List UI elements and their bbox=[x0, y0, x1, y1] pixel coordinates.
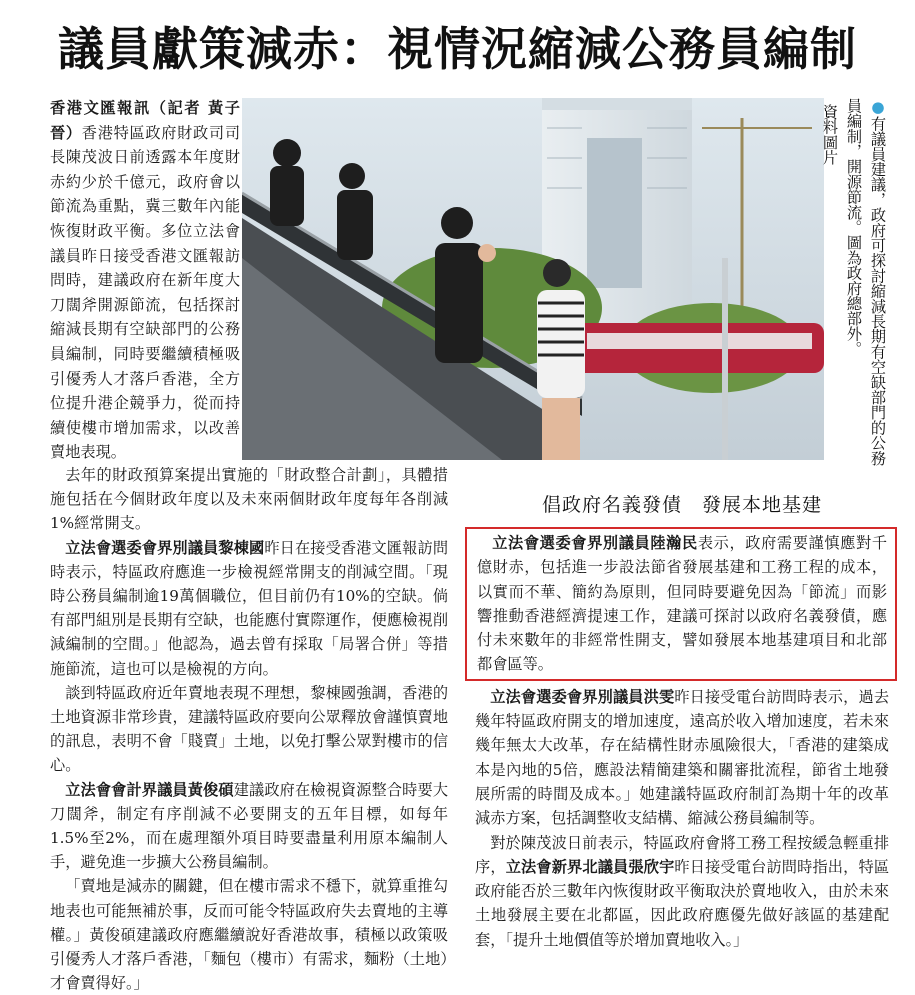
paragraph bbox=[475, 685, 889, 831]
highlight-box bbox=[465, 527, 897, 681]
intro-paragraph bbox=[50, 96, 240, 465]
subheading: 倡政府名義發債 發展本地基建 bbox=[541, 494, 822, 516]
intro-text: 香港特區政府財政司司長陳茂波日前透露本年度財赤約少於千億元，政府會以節流為重點，冀三數年內能恢復財政平衡。多位立法會議員昨日接受香港文匯報訪問時，建議政府在新年度大刀闊斧開源節流，包括探討縮減長期有空缺部門的公務員編制，同時要繼續積極吸引優秀人才落戶香港，全方位提升港企競爭力，從而持續使樓市增加需求，以改善賣地表現。 bbox=[50, 123, 241, 462]
paragraph bbox=[50, 463, 448, 536]
intro-column bbox=[50, 96, 240, 465]
photo-credit: 資料圖片 bbox=[821, 104, 839, 165]
paragraph bbox=[50, 536, 448, 681]
speaker-name: 立法會新界北議員張欣宇 bbox=[505, 857, 675, 876]
photo-government-hq-escalator bbox=[242, 98, 824, 460]
paragraph-text: 昨日接受電台訪問時表示，過去幾年特區政府開支的增加速度，遠高於收入增加速度，若未來幾年無太大改革，存在結構性財赤風險很大，「香港的建築成本是內地的5倍，應設法精簡建築和關審批流程，節省土地發展所需的時間及成本。」她建議特區政府制訂為期十年的改革減赤方案，包括調整收支結構、縮減公務員編制等。 bbox=[475, 687, 890, 828]
paragraph bbox=[50, 681, 448, 778]
photo-illustration bbox=[242, 98, 824, 460]
paragraph-text: 「賣地是減赤的關鍵，但在樓市需求不穩下，就算重推勾地表也可能無補於事，反而可能令特區政府失去賣地的主導權。」黃俊碩建議政府應繼續說好香港故事，積極以政策吸引優秀人才落戶香港，「麵包（樓市）有需求，麵粉（土地）才會賣得好。」 bbox=[50, 877, 448, 993]
paragraph-text: 建議政府在檢視資源整合時要大刀闊斧，制定有序削減不必要開支的五年目標，如每年1.5%至2%，而在處理額外項目時要盡量利用原本編制人手，避免進一步擴大公務員編制。 bbox=[50, 780, 449, 872]
headline: 議員獻策減赤：視情況縮減公務員編制 bbox=[58, 22, 857, 76]
caption-bullet-icon: ● bbox=[869, 98, 887, 116]
caption-text: 有議員建議，政府可探討縮減長期有空缺部門的公務員編制，開源節流。圖為政府總部外。 bbox=[845, 98, 887, 466]
byline: 香港文匯報訊（記者 黃子晉） bbox=[50, 99, 240, 142]
photo-caption bbox=[821, 98, 890, 468]
paragraph bbox=[50, 778, 448, 875]
paragraph-text: 昨日接受電台訪問時指出，特區政府能否於三數年內恢復財政平衡取決於賣地收入，由於未來土地發展主要在北都區，因此政府應優先做好該區的基建配套，「提升土地價值等於增加賣地收入。」 bbox=[475, 857, 890, 949]
speaker-name: 立法會選委會界別議員洪雯 bbox=[490, 687, 675, 706]
speaker-name: 立法會選委會界別議員黎棟國 bbox=[65, 538, 265, 557]
left-column bbox=[50, 463, 448, 995]
paragraph-text: 談到特區政府近年賣地表現不理想，黎棟國強調，香港的土地資源非常珍貴，建議特區政府要向公眾釋放會謹慎賣地的訊息，表明不會「賤賣」土地，以免打擊公眾對樓市的信心。 bbox=[50, 683, 448, 775]
paragraph bbox=[50, 874, 448, 995]
right-column bbox=[475, 527, 889, 952]
paragraph-text: 表示，政府需要謹慎應對千億財赤，包括進一步設法節省發展基建和工務工程的成本，以實而不華、簡約為原則，但同時要避免因為「節流」而影響推動香港經濟提速工作，建議可探討以政府名義發債，應付未來數年的非經常性開支，譬如發展本地基建項目和北部都會區等。 bbox=[477, 534, 888, 674]
paragraph bbox=[477, 531, 887, 677]
paragraph-text: 去年的財政預算案提出實施的「財政整合計劃」，具體措施包括在今個財政年度以及未來兩個財政年度每年各削減1%經常開支。 bbox=[50, 466, 448, 533]
paragraph-text: 對於陳茂波日前表示，特區政府會將工務工程按緩急輕重排序， bbox=[475, 833, 889, 876]
paragraph bbox=[475, 831, 889, 952]
speaker-name: 立法會選委會界別議員陸瀚民 bbox=[492, 534, 698, 552]
speaker-name: 立法會會計界議員黃俊碩 bbox=[65, 780, 234, 799]
paragraph-text: 昨日在接受香港文匯報訪問時表示，特區政府應進一步檢視經常開支的削減空間。「現時公務員編制逾19萬個職位，但目前仍有10%的空缺。倘有部門組別是長期有空缺，也能應付實際運作，便應檢視削減編制的空間。」他認為，過去曾有採取「局署合併」等措施節流，這也可以是檢視的方向。 bbox=[50, 538, 449, 678]
